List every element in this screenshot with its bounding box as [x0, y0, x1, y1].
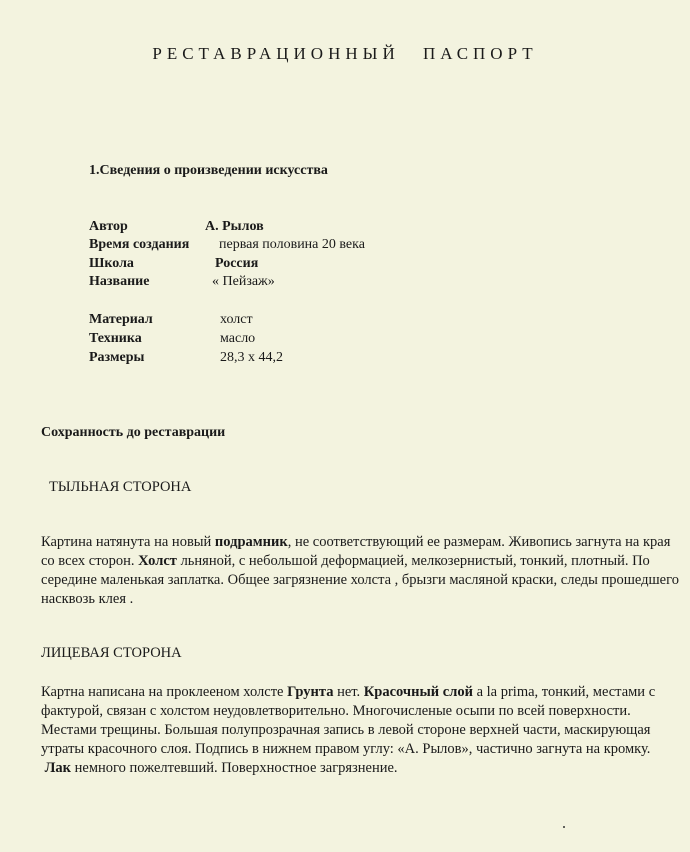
author-value: А. Рылов: [205, 219, 264, 234]
front-bold-ground: Грунта: [287, 684, 334, 700]
size-value: 28,3 х 44,2: [220, 350, 283, 365]
name-label: Название: [89, 274, 150, 289]
material-label: Материал: [89, 312, 153, 327]
front-side-heading: ЛИЦЕВАЯ СТОРОНА: [41, 645, 182, 661]
front-text-3: a la prima, тонкий, местами с фактурой, связан с холстом неудовлетворительно. Многочисленые осыпи по всей поверхности. Местами трещины. Большая полупрозрачная запись в левой стороне верхней части, маскирующая утраты красочного слоя. Подпись в нижнем правом углу: «А. Рылов», частично загнута на кромку.: [41, 684, 656, 757]
preservation-heading: Сохранность до реставрации: [41, 425, 226, 440]
back-text-3: льняной, с небольшой деформацией, мелкозернистый, тонкий, плотный. По середине маленькая заплатка. Общее загрязнение холста , брызги масляной краски, следы прошедшего насквозь клея .: [41, 553, 679, 607]
varnish-bold: Лак: [44, 760, 72, 776]
back-bold-stretcher: подрамник: [214, 534, 288, 550]
technique-value: масло: [220, 331, 256, 346]
document-title: РЕСТАВРАЦИОННЫЙ ПАСПОРТ: [152, 44, 538, 63]
back-side-heading: ТЫЛЬНАЯ СТОРОНА: [49, 479, 192, 495]
technique-label: Техника: [89, 331, 142, 346]
front-bold-paint-layer: Красочный слой: [363, 684, 473, 700]
back-side-description: [41, 533, 681, 609]
front-text-1: Картна написана на проклееном холсте: [41, 684, 288, 700]
name-value: « Пейзаж»: [212, 274, 275, 289]
school-label: Школа: [89, 256, 134, 271]
school-value: Россия: [215, 256, 259, 271]
back-text-2: , не соответствующий ее размерам. Живопись загнута на края со всех сторон.: [41, 534, 671, 569]
section-heading-artwork-info: 1.Сведения о произведении искусства: [89, 163, 328, 178]
front-side-description: [41, 683, 681, 778]
author-label: Автор: [89, 219, 128, 234]
back-bold-canvas: Холст: [138, 553, 177, 569]
front-text-2: нет.: [333, 684, 364, 700]
time-value: первая половина 20 века: [219, 237, 365, 252]
varnish-text: немного пожелтевший. Поверхностное загрязнение.: [71, 760, 398, 776]
speck-mark: [563, 826, 565, 828]
size-label: Размеры: [89, 350, 145, 365]
material-value: холст: [220, 312, 253, 327]
back-text-1: Картина натянута на новый: [41, 534, 215, 550]
time-label: Время создания: [89, 237, 190, 252]
